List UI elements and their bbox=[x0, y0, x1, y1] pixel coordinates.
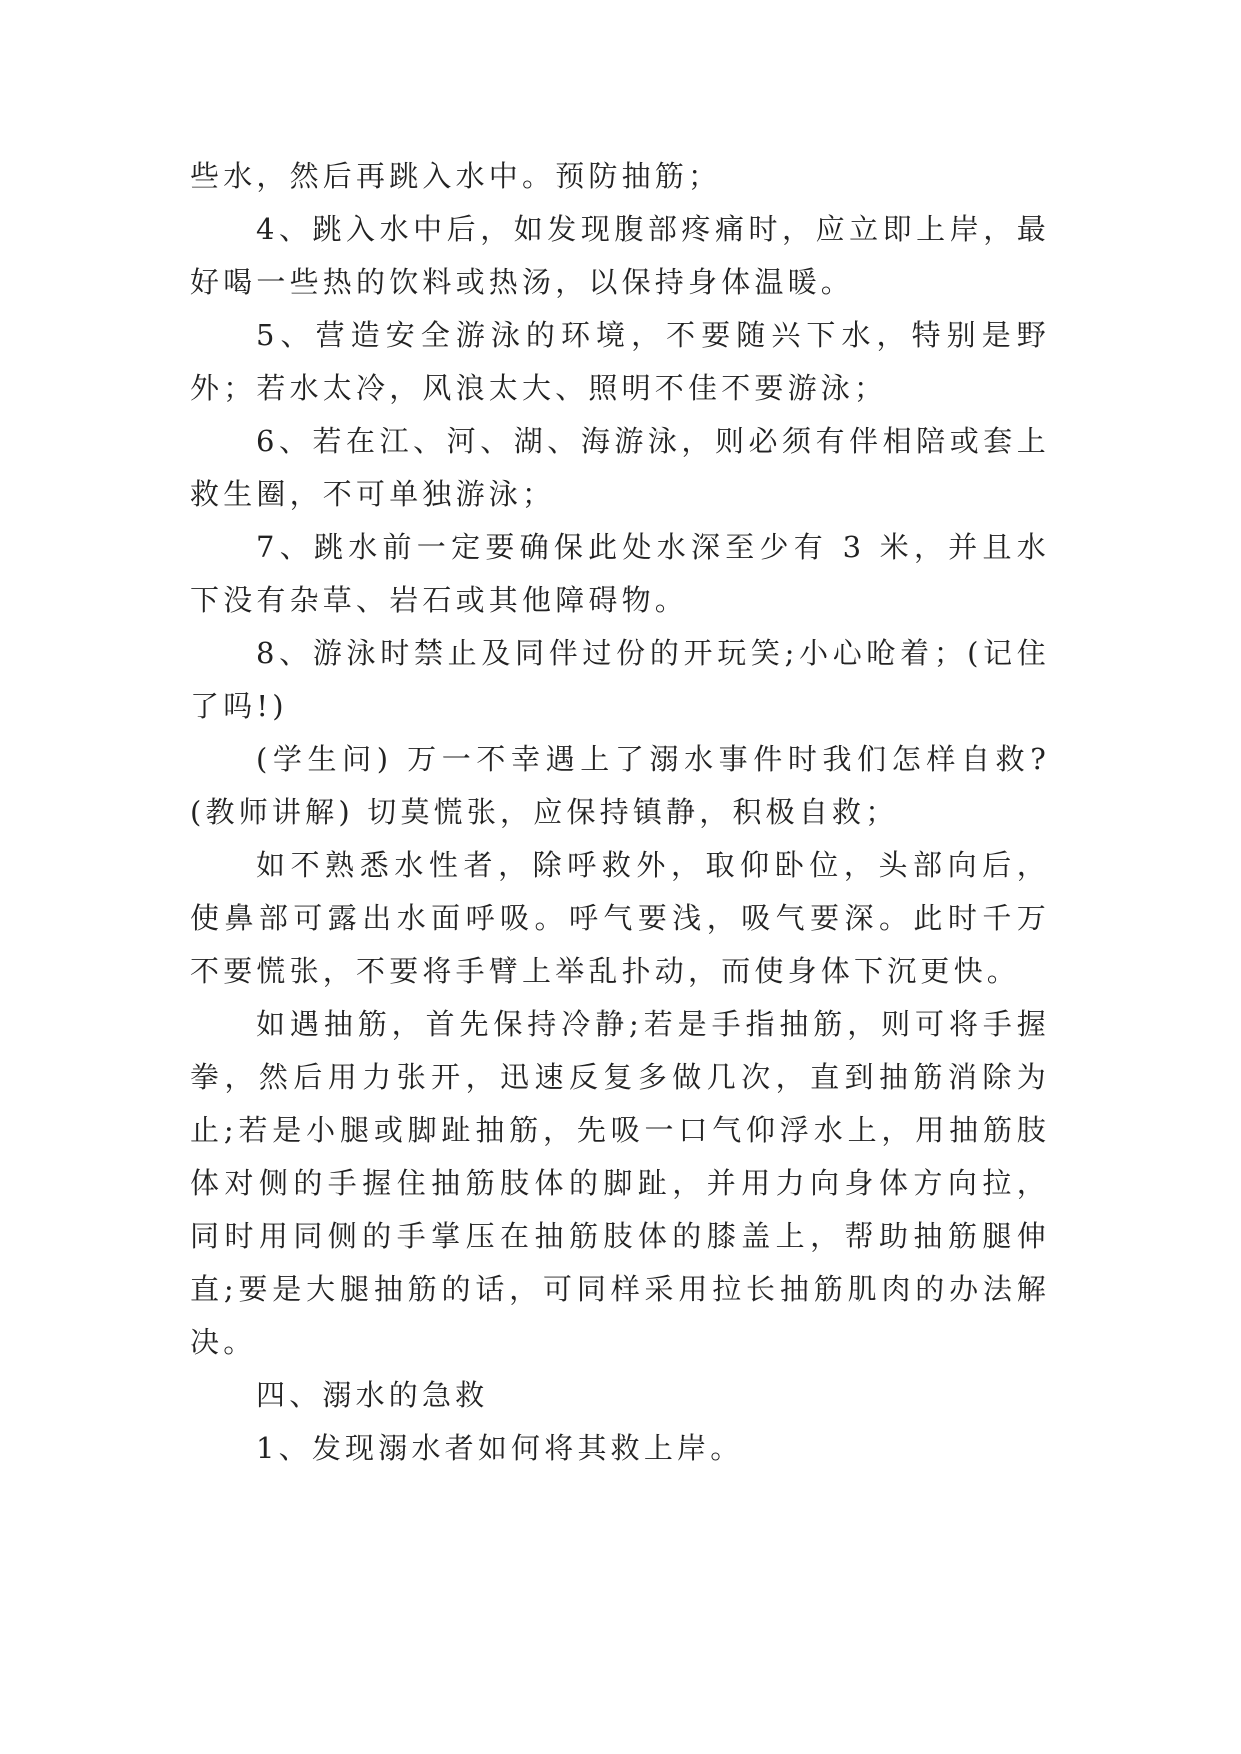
document-page bbox=[190, 150, 1050, 1475]
paragraph-question: (学生问) 万一不幸遇上了溺水事件时我们怎样自救?(教师讲解) 切莫慌张，应保持镇静，积极自救； bbox=[190, 742, 1050, 829]
section-heading: 四、溺水的急救 bbox=[256, 1378, 489, 1412]
paragraph-rescue-1: 1、发现溺水者如何将其救上岸。 bbox=[256, 1431, 744, 1465]
paragraph-item-7: 7、跳水前一定要确保此处水深至少有 3 米，并且水下没有杂草、岩石或其他障碍物。 bbox=[190, 530, 1050, 617]
paragraph-item-5: 5、营造安全游泳的环境，不要随兴下水，特别是野外；若水太冷，风浪太大、照明不佳不要游泳； bbox=[190, 318, 1050, 405]
paragraph-cramp: 如遇抽筋，首先保持冷静;若是手指抽筋，则可将手握拳，然后用力张开，迅速反复多做几次，直到抽筋消除为止;若是小腿或脚趾抽筋，先吸一口气仰浮水上，用抽筋肢体对侧的手握住抽筋肢体的脚趾，并用力向身体方向拉，同时用同侧的手掌压在抽筋肢体的膝盖上，帮助抽筋腿伸直;要是大腿抽筋的话，可同样采用拉长抽筋肌肉的办法解决。 bbox=[190, 1007, 1050, 1359]
paragraph-continuation: 些水，然后再跳入水中。预防抽筋； bbox=[190, 159, 722, 193]
paragraph-self-rescue: 如不熟悉水性者，除呼救外，取仰卧位，头部向后，使鼻部可露出水面呼吸。呼气要浅，吸气要深。此时千万不要慌张，不要将手臂上举乱扑动，而使身体下沉更快。 bbox=[190, 848, 1050, 988]
paragraph-item-8: 8、游泳时禁止及同伴过份的开玩笑;小心呛着；(记住了吗!) bbox=[190, 636, 1050, 723]
paragraph-item-4: 4、跳入水中后，如发现腹部疼痛时，应立即上岸，最好喝一些热的饮料或热汤，以保持身体温暖。 bbox=[190, 212, 1050, 299]
paragraph-item-6: 6、若在江、河、湖、海游泳，则必须有伴相陪或套上救生圈，不可单独游泳； bbox=[190, 424, 1050, 511]
